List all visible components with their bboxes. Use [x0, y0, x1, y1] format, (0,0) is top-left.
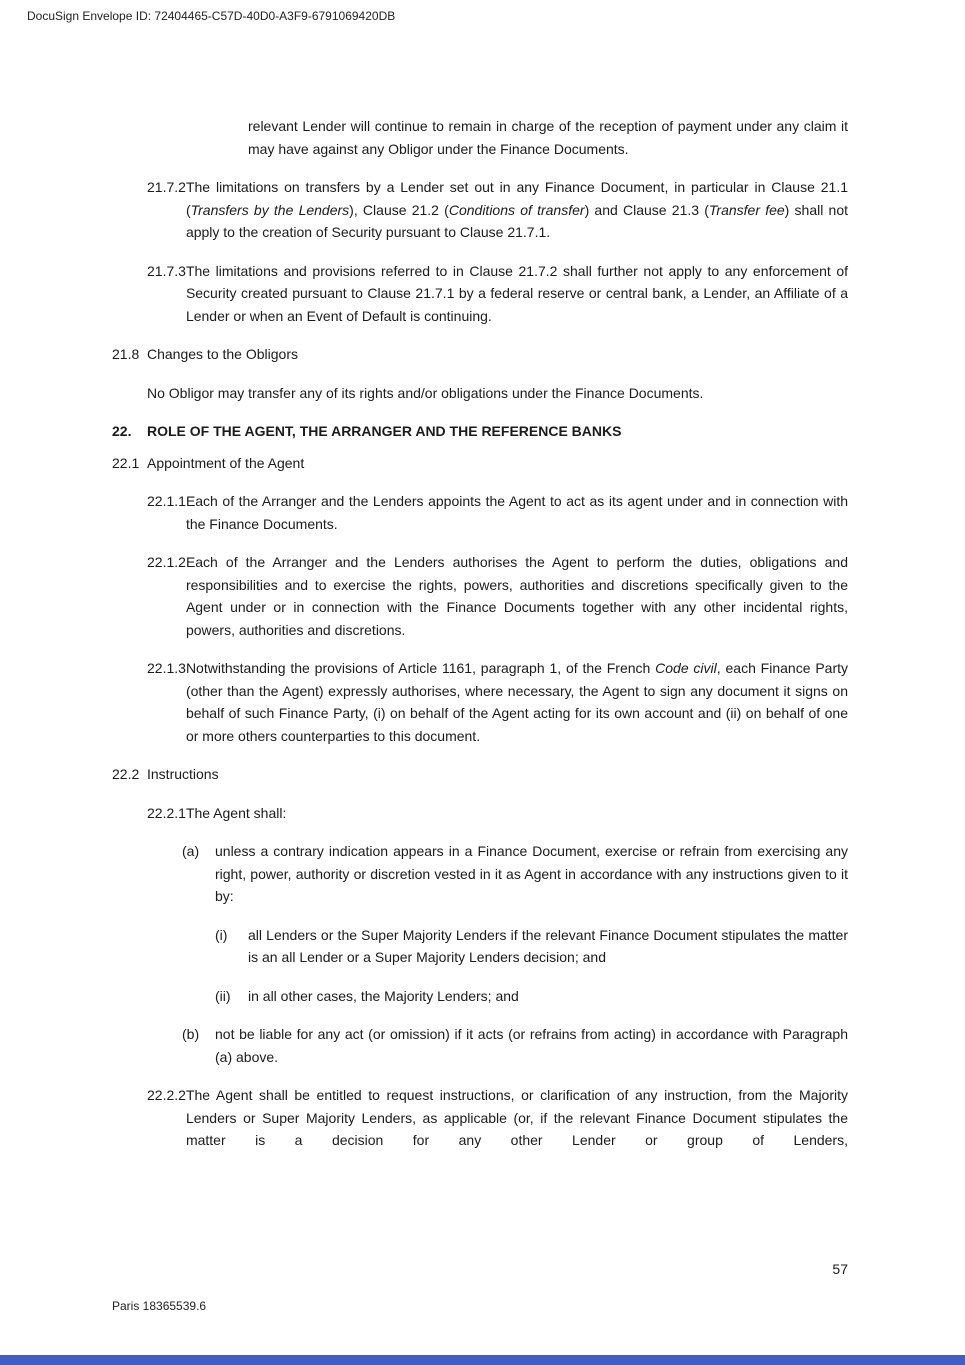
clause-number: 22.2.1 [147, 804, 186, 821]
clause-number: 22.1 [112, 454, 140, 471]
clause-text: The Agent shall: [185, 804, 287, 821]
clause-text: The Agent shall be entitled to request instructions, or clarification of any instruction, from the Majority Lenders or Super Majority Lenders, as applicable (or, if the relevant Finance Document stipulates the matter is a decision for any other Lender or group of Lenders, [185, 1087, 848, 1148]
clause-row [112, 840, 848, 908]
clause-text: not be liable for any act (or omission) if it acts (or refrains from acting) in accordance with Paragraph (a) above. [215, 1026, 848, 1065]
clause-number: 21.8 [112, 346, 140, 362]
page-number: 57 [832, 1261, 848, 1277]
docusign-envelope-id: DocuSign Envelope ID: 72404465-C57D-40D0-A3F9-6791069420DB [27, 9, 396, 23]
clause-text: The limitations and provisions referred to in Clause 21.7.2 shall further not apply to any enforcement of Security created pursuant to Clause 21.7.1 by a federal reserve or central bank, a Lender, an Affiliate of a Lender or when an Event of Default is continuing. [185, 262, 848, 324]
clause-row [112, 490, 848, 535]
clause-text: all Lenders or the Super Majority Lenders if the relevant Finance Document stipulates the matter is an all Lender or a Super Majority Lenders decision; and [248, 926, 848, 965]
clause-text: in all other cases, the Majority Lenders; and [248, 987, 519, 1004]
document-body [112, 115, 848, 1152]
clause-text: Appointment of the Agent [147, 454, 305, 471]
bottom-accent-bar [0, 1355, 965, 1365]
clause-number: (ii) [215, 987, 231, 1004]
clause-text: Each of the Arranger and the Lenders authorises the Agent to perform the duties, obligations and responsibilities and to exercise the rights, powers, authorities and discretions specifically given to the Agent under or in connection with the Finance Documents together with any other incidental rights, powers, authorities and discretions. [185, 554, 848, 638]
footer-reference: Paris 18365539.6 [112, 1299, 207, 1313]
clause-text: ROLE OF THE AGENT, THE ARRANGER AND THE REFERENCE BANKS [147, 423, 622, 439]
clause-number: 22.2.2 [147, 1087, 186, 1103]
clause-number: 22.1.2 [147, 554, 186, 570]
clause-text: Changes to the Obligors [147, 346, 298, 362]
clause-row [112, 1084, 848, 1152]
clause-row [112, 260, 848, 328]
clause-row [112, 115, 848, 160]
clause-row [112, 924, 848, 969]
clause-number: (a) [182, 843, 200, 859]
clause-row [112, 763, 848, 786]
clause-row [112, 176, 848, 244]
clause-text: No Obligor may transfer any of its rights and/or obligations under the Finance Documents. [147, 384, 704, 401]
clause-number: 21.7.3 [147, 262, 186, 279]
clause-number: 22. [112, 423, 132, 439]
clause-row [112, 657, 848, 747]
clause-text: unless a contrary indication appears in a Finance Document, exercise or refrain from exercising any right, power, authority or discretion vested in it as Agent in accordance with any instructions given to it by: [215, 843, 848, 904]
clause-text: Notwithstanding the provisions of Article 1161, paragraph 1, of the French Code civil, each Finance Party (other than the Agent) expressly authorises, where necessary, the Agent to sign any document it signs on behalf of such Finance Party, (i) on behalf of the Agent acting for its own account and (ii) on behalf of one or more others counterparties to this document. [185, 660, 848, 744]
clause-row [112, 985, 848, 1008]
clause-text: The limitations on transfers by a Lender set out in any Finance Document, in particular in Clause 21.1 (Transfers by the Lenders), Clause 21.2 (Conditions of transfer) and Clause 21.3 (Transfer fee) shall not apply to the creation of Security pursuant to Clause 21.7.1. [185, 179, 849, 240]
clause-text: relevant Lender will continue to remain in charge of the reception of payment under any claim it may have against any Obligor under the Finance Documents. [248, 118, 848, 157]
clause-text: Instructions [147, 766, 219, 782]
clause-number: 21.7.2 [147, 179, 186, 195]
clause-number: 22.1.1 [147, 493, 186, 509]
clause-text: Each of the Arranger and the Lenders appoints the Agent to act as its agent under and in connection with the Finance Documents. [185, 493, 848, 532]
clause-row [112, 551, 848, 641]
clause-row [112, 420, 848, 443]
clause-number: 22.1.3 [147, 660, 186, 676]
clause-number: (i) [215, 926, 228, 943]
clause-row [112, 382, 848, 405]
clause-number: 22.2 [112, 766, 140, 782]
clause-number: (b) [182, 1026, 200, 1042]
clause-row [112, 343, 848, 366]
clause-row [112, 1023, 848, 1068]
clause-row [112, 452, 848, 475]
clause-row [112, 802, 848, 825]
